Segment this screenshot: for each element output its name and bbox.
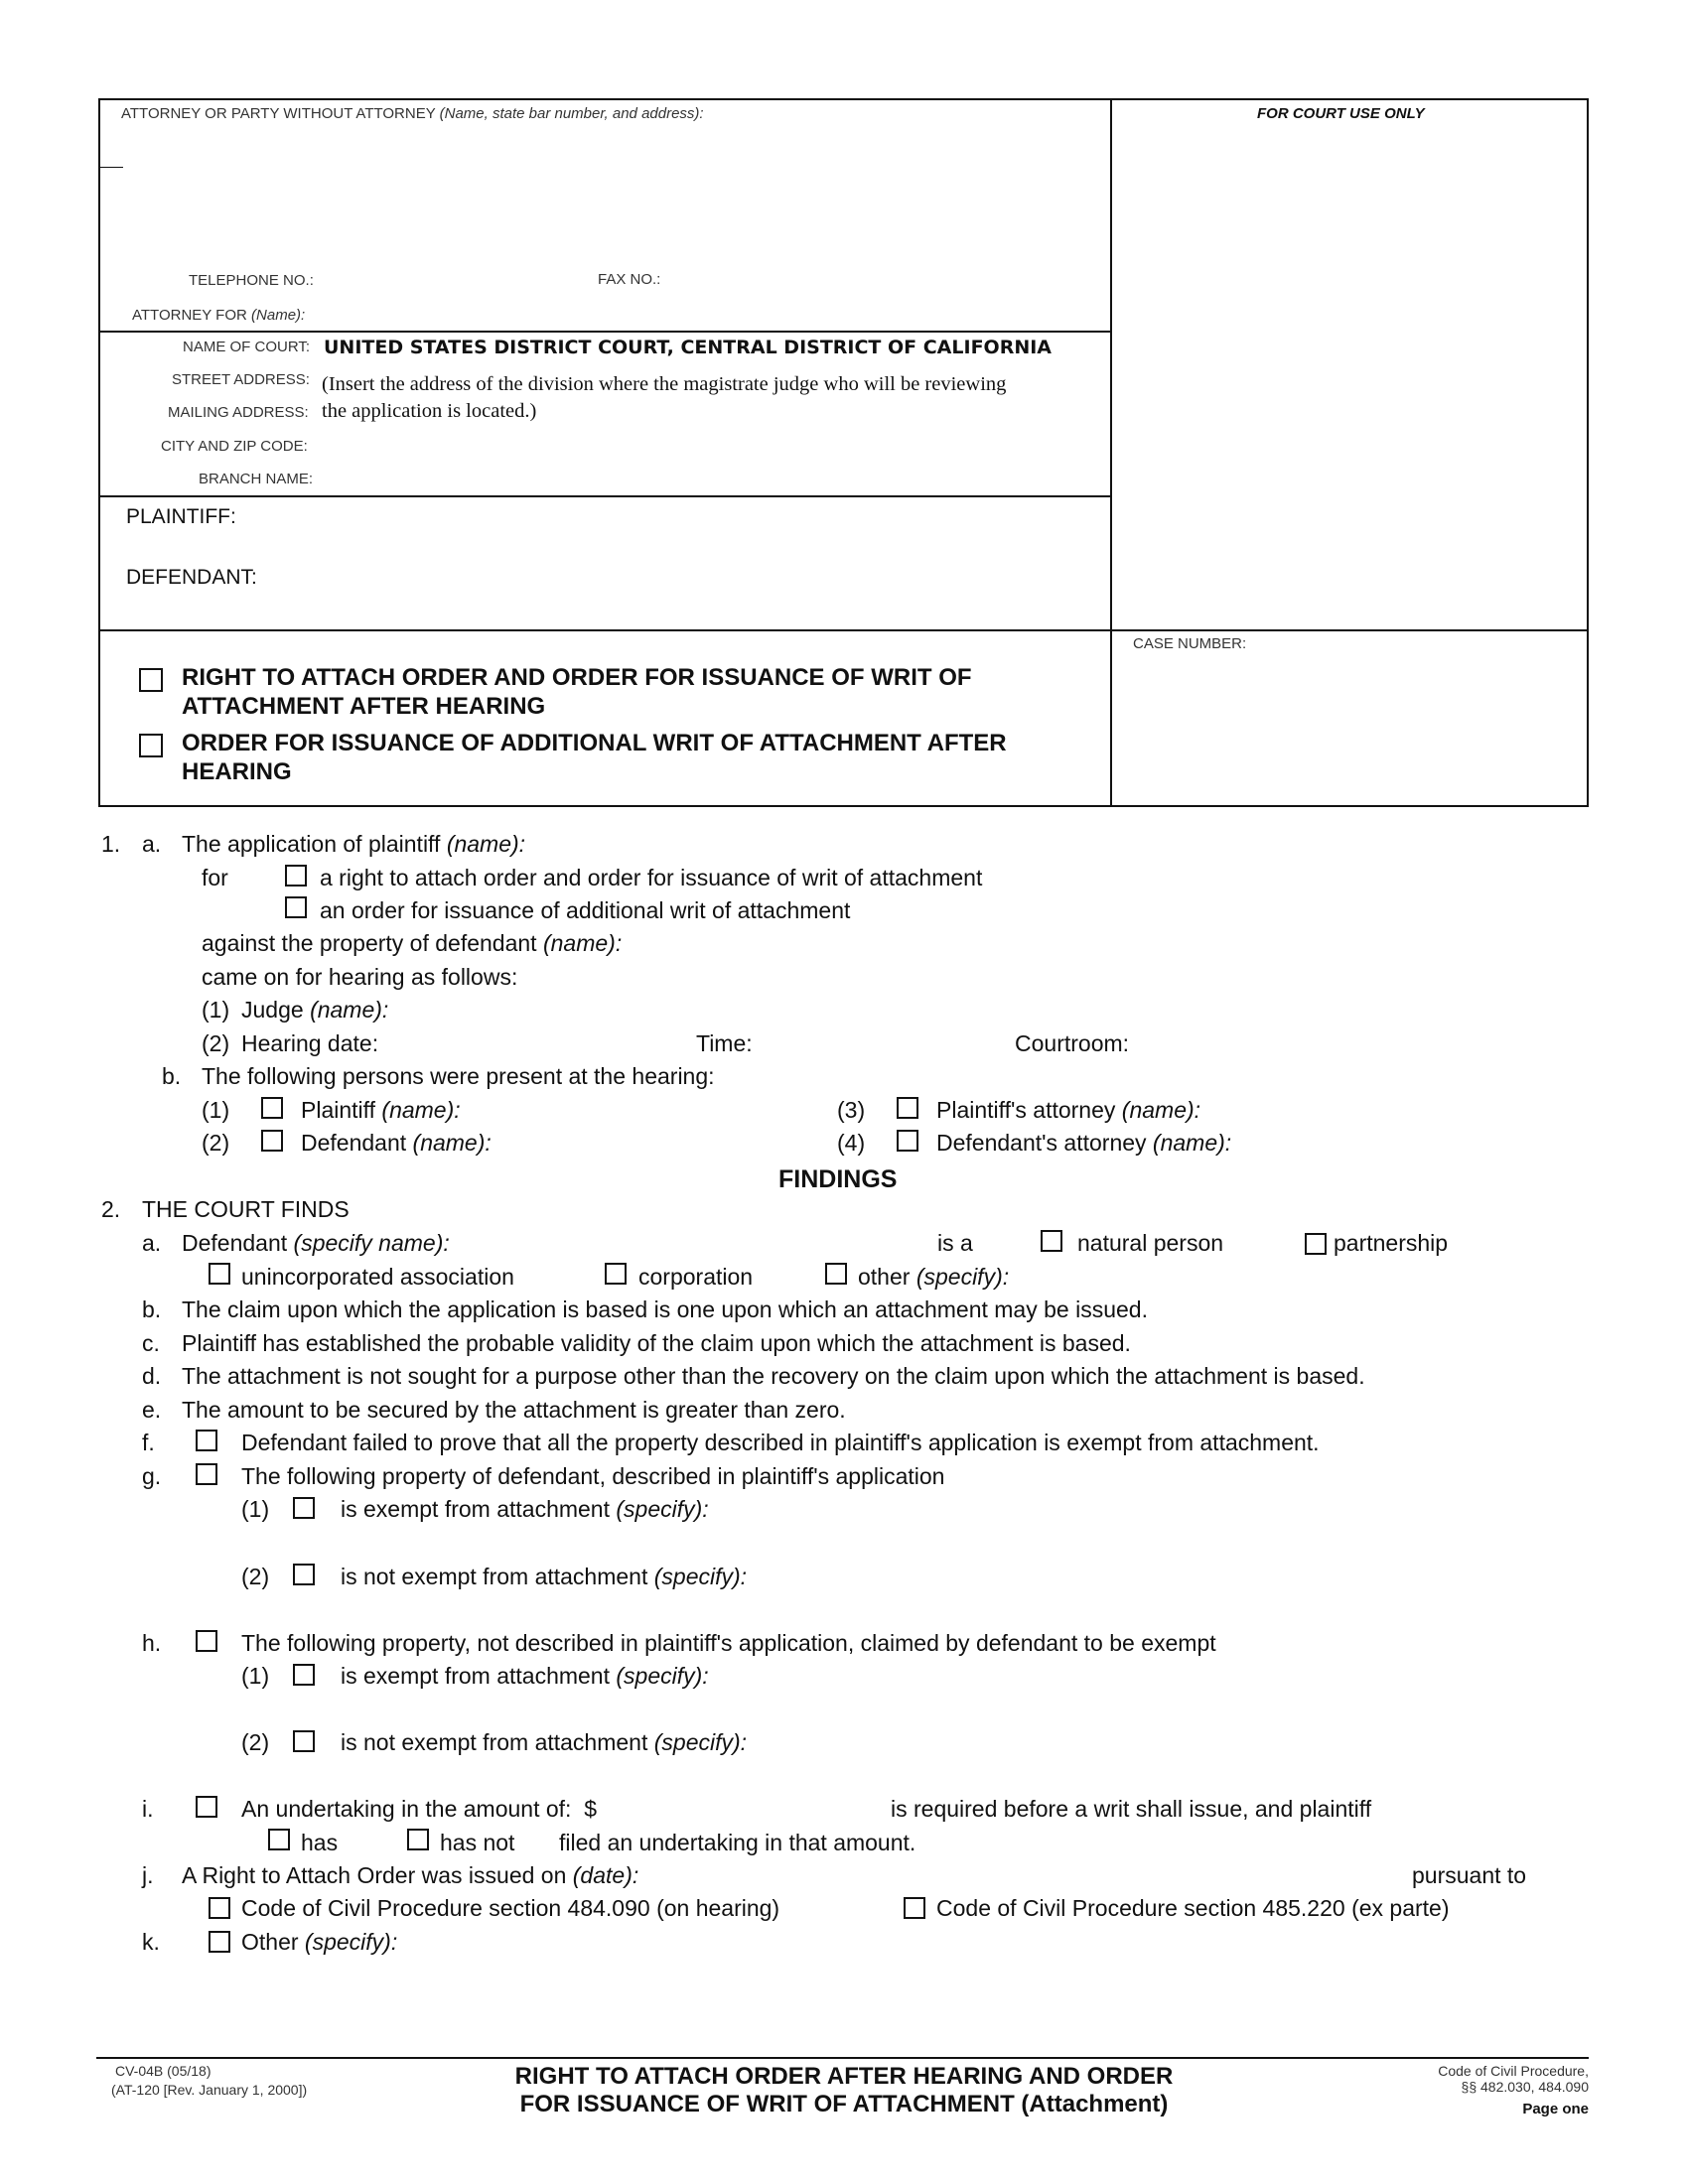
form-id: CV-04B (05/18) bbox=[115, 2063, 211, 2079]
other-entity-checkbox[interactable] bbox=[825, 1263, 847, 1285]
telephone-label: TELEPHONE NO.: bbox=[189, 272, 314, 289]
additional-writ-checkbox[interactable] bbox=[285, 896, 307, 918]
unincorporated-label: unincorporated association bbox=[241, 1264, 514, 1290]
has-checkbox[interactable] bbox=[268, 1829, 290, 1850]
item-2g-letter: g. bbox=[142, 1463, 162, 1489]
item-2h-text: The following property, not described in plaintiff's application, claimed by defendant to be exempt bbox=[241, 1630, 1216, 1656]
item-2f-checkbox[interactable] bbox=[196, 1430, 217, 1451]
item-2e-letter: e. bbox=[142, 1397, 162, 1423]
present-4-number: (4) bbox=[837, 1130, 866, 1156]
present-plaintiff-attorney-label: Plaintiff's attorney (name): bbox=[936, 1097, 1201, 1123]
additional-writ-option: an order for issuance of additional writ of attachment bbox=[320, 897, 851, 923]
item-2k-letter: k. bbox=[142, 1929, 160, 1955]
item-2c-text: Plaintiff has established the probable validity of the claim upon which the attachment is based. bbox=[182, 1330, 1131, 1356]
against-property-text: against the property of defendant (name): bbox=[202, 930, 623, 956]
hearing-number: (2) bbox=[202, 1030, 230, 1056]
other-entity-label: other (specify): bbox=[858, 1264, 1010, 1290]
item-2f-letter: f. bbox=[142, 1430, 155, 1455]
item-2h1-text: is exempt from attachment (specify): bbox=[341, 1663, 709, 1689]
present-2-number: (2) bbox=[202, 1130, 230, 1156]
natural-person-checkbox[interactable] bbox=[1041, 1230, 1062, 1252]
footer-rule bbox=[96, 2057, 1589, 2059]
item-2c-letter: c. bbox=[142, 1330, 160, 1356]
branch-name-label: BRANCH NAME: bbox=[199, 471, 314, 487]
item-2k-checkbox[interactable] bbox=[209, 1931, 230, 1953]
present-defendant-attorney-label: Defendant's attorney (name): bbox=[936, 1130, 1232, 1156]
street-address-label: STREET ADDRESS: bbox=[172, 371, 310, 388]
ccp-484-label: Code of Civil Procedure section 484.090 (on hearing) bbox=[241, 1895, 780, 1921]
item-2h-checkbox[interactable] bbox=[196, 1630, 217, 1652]
item-2-number: 2. bbox=[101, 1196, 121, 1222]
title-option-2-checkbox[interactable] bbox=[139, 734, 163, 757]
item-2d-text: The attachment is not sought for a purpose other than the recovery on the claim upon which the attachment is based. bbox=[182, 1363, 1365, 1389]
item-1a-letter: a. bbox=[142, 831, 162, 857]
title-option-1-checkbox[interactable] bbox=[139, 668, 163, 692]
corporation-label: corporation bbox=[638, 1264, 754, 1290]
item-2d-letter: d. bbox=[142, 1363, 162, 1389]
item-1b-letter: b. bbox=[162, 1063, 182, 1089]
present-defendant-label: Defendant (name): bbox=[301, 1130, 492, 1156]
corporation-checkbox[interactable] bbox=[605, 1263, 627, 1285]
item-2h2-checkbox[interactable] bbox=[293, 1730, 315, 1752]
hearing-date-label: Hearing date: bbox=[241, 1030, 379, 1056]
city-zip-label: CITY AND ZIP CODE: bbox=[161, 438, 308, 455]
plaintiff-label: PLAINTIFF: bbox=[126, 505, 236, 528]
item-1a-text: The application of plaintiff (name): bbox=[182, 831, 526, 857]
item-2i-letter: i. bbox=[142, 1796, 154, 1822]
partnership-label: partnership bbox=[1334, 1230, 1449, 1256]
court-party-divider bbox=[99, 495, 1110, 497]
time-label: Time: bbox=[696, 1030, 753, 1056]
item-1-number: 1. bbox=[101, 831, 121, 857]
item-2j-letter: j. bbox=[142, 1862, 154, 1888]
item-2i-checkbox[interactable] bbox=[196, 1796, 217, 1818]
item-2g2-text: is not exempt from attachment (specify): bbox=[341, 1564, 748, 1589]
present-plaintiff-checkbox[interactable] bbox=[261, 1097, 283, 1119]
mailing-address-value: the application is located.) bbox=[322, 400, 537, 422]
item-2h2-text: is not exempt from attachment (specify): bbox=[341, 1729, 748, 1755]
attorney-court-divider bbox=[99, 331, 1110, 333]
present-plaintiff-label: Plaintiff (name): bbox=[301, 1097, 461, 1123]
defendant-label: DEFENDANT: bbox=[126, 566, 257, 589]
item-1b-text: The following persons were present at the hearing: bbox=[202, 1063, 715, 1089]
case-number-label: CASE NUMBER: bbox=[1133, 635, 1247, 652]
item-2g1-text: is exempt from attachment (specify): bbox=[341, 1496, 709, 1522]
court-use-only: FOR COURT USE ONLY bbox=[1257, 105, 1425, 122]
item-2g-checkbox[interactable] bbox=[196, 1463, 217, 1485]
has-not-label: has not bbox=[440, 1830, 515, 1855]
item-2h2-number: (2) bbox=[241, 1729, 270, 1755]
item-2h1-number: (1) bbox=[241, 1663, 270, 1689]
ccp-485-checkbox[interactable] bbox=[904, 1897, 925, 1919]
party-title-divider bbox=[99, 629, 1589, 631]
attorney-marker bbox=[99, 167, 123, 168]
item-2a-letter: a. bbox=[142, 1230, 162, 1256]
item-2h1-checkbox[interactable] bbox=[293, 1664, 315, 1686]
item-2g2-checkbox[interactable] bbox=[293, 1564, 315, 1585]
item-2g2-number: (2) bbox=[241, 1564, 270, 1589]
has-not-checkbox[interactable] bbox=[407, 1829, 429, 1850]
item-2g-text: The following property of defendant, described in plaintiff's application bbox=[241, 1463, 945, 1489]
item-2f-text: Defendant failed to prove that all the property described in plaintiff's application is exempt from attachment. bbox=[241, 1430, 1320, 1455]
item-2h-letter: h. bbox=[142, 1630, 162, 1656]
item-2b-letter: b. bbox=[142, 1297, 162, 1322]
came-on-text: came on for hearing as follows: bbox=[202, 964, 518, 990]
undertaking-amount-label: An undertaking in the amount of: $ bbox=[241, 1796, 598, 1822]
natural-person-label: natural person bbox=[1077, 1230, 1224, 1256]
caption-divider bbox=[1110, 99, 1112, 806]
findings-heading: FINDINGS bbox=[778, 1165, 898, 1193]
undertaking-required-text: is required before a writ shall issue, and plaintiff bbox=[891, 1796, 1372, 1822]
pursuant-to-label: pursuant to bbox=[1412, 1862, 1527, 1888]
partnership-checkbox[interactable] bbox=[1305, 1233, 1327, 1255]
ccp-485-label: Code of Civil Procedure section 485.220 (ex parte) bbox=[936, 1895, 1450, 1921]
item-2-heading: THE COURT FINDS bbox=[142, 1196, 350, 1222]
for-label: for bbox=[202, 865, 228, 890]
present-defendant-checkbox[interactable] bbox=[261, 1130, 283, 1152]
attorney-for-label: ATTORNEY FOR (Name): bbox=[132, 307, 306, 324]
present-3-number: (3) bbox=[837, 1097, 866, 1123]
item-2j-text: A Right to Attach Order was issued on (date): bbox=[182, 1862, 639, 1888]
present-plaintiff-attorney-checkbox[interactable] bbox=[897, 1097, 918, 1119]
fax-label: FAX NO.: bbox=[598, 271, 661, 288]
footer-title: RIGHT TO ATTACH ORDER AFTER HEARING AND ORDER FOR ISSUANCE OF WRIT OF ATTACHMENT (Attachment) bbox=[514, 2063, 1174, 2117]
present-defendant-attorney-checkbox[interactable] bbox=[897, 1130, 918, 1152]
footer-code-citation: Code of Civil Procedure, §§ 482.030, 484.090 bbox=[1438, 2063, 1589, 2095]
mailing-address-label: MAILING ADDRESS: bbox=[168, 404, 309, 421]
form-revision: (AT-120 [Rev. January 1, 2000]) bbox=[111, 2082, 308, 2098]
courtroom-label: Courtroom: bbox=[1015, 1030, 1130, 1056]
ccp-484-checkbox[interactable] bbox=[209, 1897, 230, 1919]
judge-label: Judge (name): bbox=[241, 997, 389, 1023]
attorney-label: ATTORNEY OR PARTY WITHOUT ATTORNEY (Name, state bar number, and address): bbox=[121, 105, 704, 122]
rtao-option: a right to attach order and order for issuance of writ of attachment bbox=[320, 865, 983, 890]
unincorporated-checkbox[interactable] bbox=[209, 1263, 230, 1285]
title-option-1: RIGHT TO ATTACH ORDER AND ORDER FOR ISSUANCE OF WRIT OF ATTACHMENT AFTER HEARING bbox=[182, 664, 972, 720]
filed-undertaking-text: filed an undertaking in that amount. bbox=[559, 1830, 916, 1855]
is-a-label: is a bbox=[937, 1230, 973, 1256]
street-address-value: (Insert the address of the division where the magistrate judge who will be reviewing bbox=[322, 373, 1007, 395]
page-number: Page one bbox=[1522, 2101, 1589, 2117]
item-2g1-checkbox[interactable] bbox=[293, 1497, 315, 1519]
name-of-court-label: NAME OF COURT: bbox=[183, 339, 311, 355]
item-2a-text: Defendant (specify name): bbox=[182, 1230, 450, 1256]
rtao-checkbox[interactable] bbox=[285, 865, 307, 887]
name-of-court-value: UNITED STATES DISTRICT COURT, CENTRAL DISTRICT OF CALIFORNIA bbox=[324, 337, 1053, 358]
has-label: has bbox=[301, 1830, 339, 1855]
item-2e-text: The amount to be secured by the attachment is greater than zero. bbox=[182, 1397, 846, 1423]
item-2b-text: The claim upon which the application is based is one upon which an attachment may be issued. bbox=[182, 1297, 1148, 1322]
judge-number: (1) bbox=[202, 997, 230, 1023]
present-1-number: (1) bbox=[202, 1097, 230, 1123]
item-2k-text: Other (specify): bbox=[241, 1929, 398, 1955]
item-2g1-number: (1) bbox=[241, 1496, 270, 1522]
title-option-2: ORDER FOR ISSUANCE OF ADDITIONAL WRIT OF ATTACHMENT AFTER HEARING bbox=[182, 730, 1007, 785]
